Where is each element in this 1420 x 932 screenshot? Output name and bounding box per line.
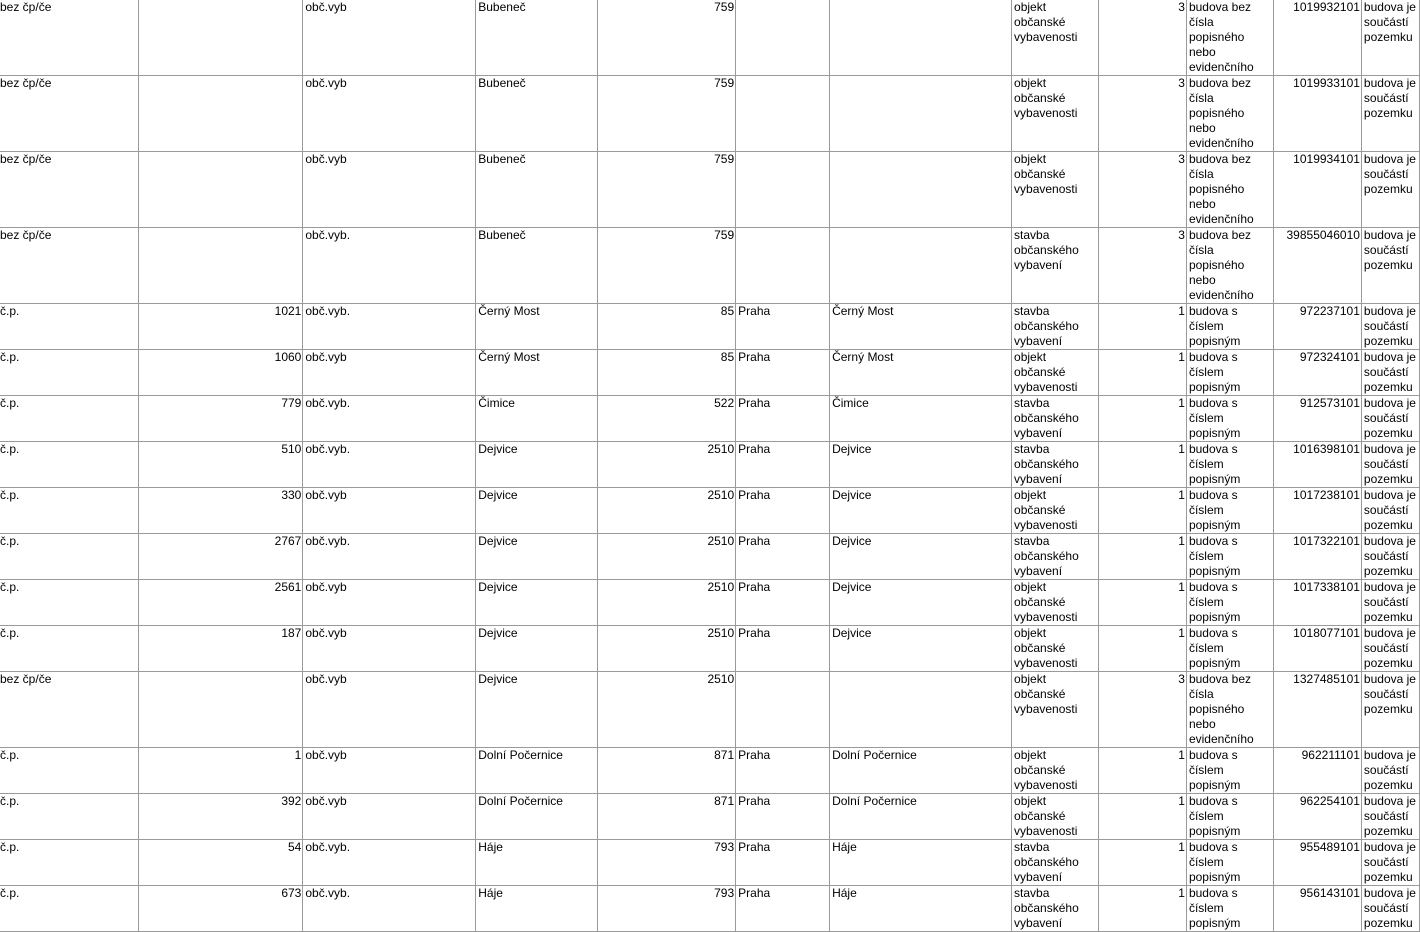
cell-house-number[interactable] bbox=[139, 0, 303, 76]
cell-description[interactable]: budova s číslem popisným bbox=[1186, 396, 1273, 442]
cell-city-part[interactable]: Háje bbox=[830, 886, 1012, 932]
table-row bbox=[0, 396, 1420, 442]
cell-building-kind[interactable]: stavba občanského vybavení bbox=[1012, 886, 1099, 932]
cell-building-type[interactable]: bez čp/če bbox=[0, 0, 139, 76]
table-row bbox=[0, 840, 1420, 886]
cell-building-id[interactable]: 955489101 bbox=[1273, 840, 1361, 886]
cell-building-kind[interactable]: objekt občanské vybavenosti bbox=[1012, 488, 1099, 534]
cell-area-code[interactable]: 2510 bbox=[598, 442, 736, 488]
cell-usage[interactable]: obč.vyb bbox=[303, 748, 476, 794]
cell-category[interactable]: 3 bbox=[1099, 152, 1187, 228]
cell-category[interactable]: 1 bbox=[1099, 534, 1187, 580]
cell-city-part[interactable]: Dejvice bbox=[830, 488, 1012, 534]
cell-building-kind[interactable]: stavba občanského vybavení bbox=[1012, 228, 1099, 304]
table-row bbox=[0, 76, 1420, 152]
cell-cadastral-area[interactable]: Čimice bbox=[476, 396, 598, 442]
cell-note[interactable]: budova je součástí pozemku bbox=[1361, 488, 1419, 534]
cell-building-kind[interactable]: objekt občanské vybavenosti bbox=[1012, 794, 1099, 840]
cell-area-code[interactable]: 2510 bbox=[598, 534, 736, 580]
cell-note[interactable]: budova je součástí pozemku bbox=[1361, 442, 1419, 488]
cell-city[interactable] bbox=[736, 228, 830, 304]
cell-building-type[interactable]: č.p. bbox=[0, 488, 139, 534]
cell-city[interactable]: Praha bbox=[736, 748, 830, 794]
cell-city-part[interactable]: Dolní Počernice bbox=[830, 748, 1012, 794]
cell-city[interactable]: Praha bbox=[736, 442, 830, 488]
cell-building-type[interactable]: č.p. bbox=[0, 534, 139, 580]
cell-cadastral-area[interactable]: Háje bbox=[476, 886, 598, 932]
cell-area-code[interactable]: 759 bbox=[598, 228, 736, 304]
cell-building-id[interactable]: 972237101 bbox=[1273, 304, 1361, 350]
cell-category[interactable]: 1 bbox=[1099, 350, 1187, 396]
cell-category[interactable]: 3 bbox=[1099, 228, 1187, 304]
cell-house-number[interactable] bbox=[139, 672, 303, 748]
cell-usage[interactable]: obč.vyb bbox=[303, 626, 476, 672]
cell-city[interactable]: Praha bbox=[736, 396, 830, 442]
cell-area-code[interactable]: 871 bbox=[598, 794, 736, 840]
table-row bbox=[0, 580, 1420, 626]
cell-building-id[interactable]: 912573101 bbox=[1273, 396, 1361, 442]
cell-category[interactable]: 3 bbox=[1099, 672, 1187, 748]
cell-building-type[interactable]: č.p. bbox=[0, 304, 139, 350]
table-row bbox=[0, 672, 1420, 748]
cell-cadastral-area[interactable]: Dolní Počernice bbox=[476, 748, 598, 794]
cell-house-number[interactable]: 1060 bbox=[139, 350, 303, 396]
table-row bbox=[0, 886, 1420, 932]
cell-area-code[interactable]: 871 bbox=[598, 748, 736, 794]
cell-cadastral-area[interactable]: Černý Most bbox=[476, 350, 598, 396]
cell-category[interactable]: 1 bbox=[1099, 396, 1187, 442]
cell-note[interactable]: budova je součástí pozemku bbox=[1361, 672, 1419, 748]
cell-house-number[interactable] bbox=[139, 228, 303, 304]
cell-note[interactable]: budova je součástí pozemku bbox=[1361, 886, 1419, 932]
cell-area-code[interactable]: 793 bbox=[598, 840, 736, 886]
cell-usage[interactable]: obč.vyb. bbox=[303, 840, 476, 886]
cell-usage[interactable]: obč.vyb. bbox=[303, 396, 476, 442]
cell-building-id[interactable]: 1017338101 bbox=[1273, 580, 1361, 626]
cell-building-kind[interactable]: stavba občanského vybavení bbox=[1012, 840, 1099, 886]
cell-area-code[interactable]: 759 bbox=[598, 76, 736, 152]
table-row bbox=[0, 228, 1420, 304]
cell-city-part[interactable]: Dejvice bbox=[830, 580, 1012, 626]
cell-category[interactable]: 1 bbox=[1099, 488, 1187, 534]
cell-description[interactable]: budova s číslem popisným bbox=[1186, 886, 1273, 932]
cell-building-type[interactable]: č.p. bbox=[0, 794, 139, 840]
cell-city-part[interactable] bbox=[830, 0, 1012, 76]
cell-city-part[interactable]: Dejvice bbox=[830, 626, 1012, 672]
cell-building-kind[interactable]: stavba občanského vybavení bbox=[1012, 396, 1099, 442]
cell-cadastral-area[interactable]: Háje bbox=[476, 840, 598, 886]
cell-building-type[interactable]: bez čp/če bbox=[0, 672, 139, 748]
cell-house-number[interactable] bbox=[139, 76, 303, 152]
cell-building-kind[interactable]: objekt občanské vybavenosti bbox=[1012, 580, 1099, 626]
cell-house-number[interactable]: 1 bbox=[139, 748, 303, 794]
cell-city[interactable] bbox=[736, 76, 830, 152]
cell-building-id[interactable]: 972324101 bbox=[1273, 350, 1361, 396]
cell-note[interactable]: budova je součástí pozemku bbox=[1361, 748, 1419, 794]
cell-usage[interactable]: obč.vyb bbox=[303, 794, 476, 840]
cell-cadastral-area[interactable]: Dejvice bbox=[476, 672, 598, 748]
cell-building-type[interactable]: č.p. bbox=[0, 626, 139, 672]
cell-description[interactable]: budova s číslem popisným bbox=[1186, 626, 1273, 672]
cell-cadastral-area[interactable]: Dejvice bbox=[476, 534, 598, 580]
cell-cadastral-area[interactable]: Bubeneč bbox=[476, 228, 598, 304]
cell-city[interactable] bbox=[736, 152, 830, 228]
cell-building-type[interactable]: č.p. bbox=[0, 886, 139, 932]
cell-area-code[interactable]: 85 bbox=[598, 350, 736, 396]
cell-house-number[interactable]: 392 bbox=[139, 794, 303, 840]
cell-area-code[interactable]: 85 bbox=[598, 304, 736, 350]
cell-category[interactable]: 1 bbox=[1099, 580, 1187, 626]
cell-usage[interactable]: obč.vyb bbox=[303, 350, 476, 396]
cell-description[interactable]: budova s číslem popisným bbox=[1186, 488, 1273, 534]
cell-category[interactable]: 1 bbox=[1099, 840, 1187, 886]
cell-usage[interactable]: obč.vyb bbox=[303, 76, 476, 152]
cell-city-part[interactable]: Háje bbox=[830, 840, 1012, 886]
cell-usage[interactable]: obč.vyb. bbox=[303, 442, 476, 488]
cell-category[interactable]: 1 bbox=[1099, 748, 1187, 794]
table-row bbox=[0, 442, 1420, 488]
cell-description[interactable]: budova bez čísla popisného nebo evidenčního bbox=[1186, 672, 1273, 748]
cell-house-number[interactable]: 187 bbox=[139, 626, 303, 672]
cell-description[interactable]: budova bez čísla popisného nebo evidenčního bbox=[1186, 76, 1273, 152]
cell-cadastral-area[interactable]: Dejvice bbox=[476, 442, 598, 488]
table-row bbox=[0, 152, 1420, 228]
cell-usage[interactable]: obč.vyb bbox=[303, 488, 476, 534]
cell-house-number[interactable]: 673 bbox=[139, 886, 303, 932]
cell-building-kind[interactable]: stavba občanského vybavení bbox=[1012, 442, 1099, 488]
cell-area-code[interactable]: 2510 bbox=[598, 626, 736, 672]
cell-city-part[interactable] bbox=[830, 76, 1012, 152]
cell-city[interactable]: Praha bbox=[736, 304, 830, 350]
table-row bbox=[0, 304, 1420, 350]
cell-building-id[interactable]: 1016398101 bbox=[1273, 442, 1361, 488]
cell-city[interactable]: Praha bbox=[736, 350, 830, 396]
cell-city-part[interactable]: Čimice bbox=[830, 396, 1012, 442]
cell-building-id[interactable]: 1019932101 bbox=[1273, 0, 1361, 76]
cell-house-number[interactable]: 1021 bbox=[139, 304, 303, 350]
cell-note[interactable]: budova je součástí pozemku bbox=[1361, 228, 1419, 304]
cell-category[interactable]: 1 bbox=[1099, 886, 1187, 932]
cell-building-id[interactable]: 1019933101 bbox=[1273, 76, 1361, 152]
cell-city-part[interactable]: Dejvice bbox=[830, 534, 1012, 580]
cell-building-kind[interactable]: objekt občanské vybavenosti bbox=[1012, 626, 1099, 672]
table-row bbox=[0, 626, 1420, 672]
cell-usage[interactable]: obč.vyb. bbox=[303, 534, 476, 580]
cell-note[interactable]: budova je součástí pozemku bbox=[1361, 304, 1419, 350]
cell-city-part[interactable] bbox=[830, 228, 1012, 304]
cell-note[interactable]: budova je součástí pozemku bbox=[1361, 580, 1419, 626]
table-row bbox=[0, 350, 1420, 396]
cell-city[interactable] bbox=[736, 672, 830, 748]
cell-city[interactable] bbox=[736, 0, 830, 76]
cell-cadastral-area[interactable]: Dejvice bbox=[476, 580, 598, 626]
cell-house-number[interactable]: 54 bbox=[139, 840, 303, 886]
cell-building-type[interactable]: bez čp/če bbox=[0, 76, 139, 152]
cell-city[interactable]: Praha bbox=[736, 534, 830, 580]
cell-area-code[interactable]: 522 bbox=[598, 396, 736, 442]
cell-building-type[interactable]: bez čp/če bbox=[0, 152, 139, 228]
table-row bbox=[0, 0, 1420, 76]
cell-city-part[interactable] bbox=[830, 152, 1012, 228]
cell-building-id[interactable]: 1017238101 bbox=[1273, 488, 1361, 534]
cell-city[interactable]: Praha bbox=[736, 580, 830, 626]
cell-building-type[interactable]: č.p. bbox=[0, 748, 139, 794]
cell-city-part[interactable]: Černý Most bbox=[830, 304, 1012, 350]
cell-building-type[interactable]: bez čp/če bbox=[0, 228, 139, 304]
cell-usage[interactable]: obč.vyb bbox=[303, 152, 476, 228]
cell-building-kind[interactable]: objekt občanské vybavenosti bbox=[1012, 748, 1099, 794]
cell-area-code[interactable]: 2510 bbox=[598, 580, 736, 626]
cell-building-kind[interactable]: objekt občanské vybavenosti bbox=[1012, 672, 1099, 748]
table-row bbox=[0, 748, 1420, 794]
cell-description[interactable]: budova bez čísla popisného nebo evidenčního bbox=[1186, 228, 1273, 304]
cell-description[interactable]: budova bez čísla popisného nebo evidenčního bbox=[1186, 0, 1273, 76]
cell-city[interactable]: Praha bbox=[736, 840, 830, 886]
cell-description[interactable]: budova s číslem popisným bbox=[1186, 794, 1273, 840]
cell-area-code[interactable]: 759 bbox=[598, 0, 736, 76]
cell-building-id[interactable]: 39855046010 bbox=[1273, 228, 1361, 304]
cell-description[interactable]: budova s číslem popisným bbox=[1186, 840, 1273, 886]
cell-house-number[interactable]: 330 bbox=[139, 488, 303, 534]
cell-city[interactable]: Praha bbox=[736, 886, 830, 932]
cell-building-type[interactable]: č.p. bbox=[0, 442, 139, 488]
cell-note[interactable]: budova je součástí pozemku bbox=[1361, 626, 1419, 672]
cell-house-number[interactable] bbox=[139, 152, 303, 228]
cell-area-code[interactable]: 2510 bbox=[598, 488, 736, 534]
cell-cadastral-area[interactable]: Bubeneč bbox=[476, 0, 598, 76]
cell-city[interactable]: Praha bbox=[736, 488, 830, 534]
cell-building-id[interactable]: 962211101 bbox=[1273, 748, 1361, 794]
cell-category[interactable]: 1 bbox=[1099, 442, 1187, 488]
cell-category[interactable]: 3 bbox=[1099, 0, 1187, 76]
cell-building-type[interactable]: č.p. bbox=[0, 580, 139, 626]
cell-note[interactable]: budova je součástí pozemku bbox=[1361, 840, 1419, 886]
cell-note[interactable]: budova je součástí pozemku bbox=[1361, 76, 1419, 152]
cell-description[interactable]: budova s číslem popisným bbox=[1186, 580, 1273, 626]
cell-area-code[interactable]: 793 bbox=[598, 886, 736, 932]
table-row bbox=[0, 534, 1420, 580]
cell-building-id[interactable]: 1017322101 bbox=[1273, 534, 1361, 580]
cell-building-id[interactable]: 1019934101 bbox=[1273, 152, 1361, 228]
cell-cadastral-area[interactable]: Bubeneč bbox=[476, 152, 598, 228]
cell-category[interactable]: 1 bbox=[1099, 794, 1187, 840]
cell-city-part[interactable] bbox=[830, 672, 1012, 748]
cell-building-id[interactable]: 956143101 bbox=[1273, 886, 1361, 932]
cell-usage[interactable]: obč.vyb. bbox=[303, 228, 476, 304]
cell-description[interactable]: budova bez čísla popisného nebo evidenčního bbox=[1186, 152, 1273, 228]
cell-usage[interactable]: obč.vyb. bbox=[303, 304, 476, 350]
cell-note[interactable]: budova je součástí pozemku bbox=[1361, 396, 1419, 442]
cell-building-type[interactable]: č.p. bbox=[0, 396, 139, 442]
cell-note[interactable]: budova je součástí pozemku bbox=[1361, 534, 1419, 580]
cell-house-number[interactable]: 779 bbox=[139, 396, 303, 442]
cell-cadastral-area[interactable]: Bubeneč bbox=[476, 76, 598, 152]
cell-house-number[interactable]: 2767 bbox=[139, 534, 303, 580]
cell-city[interactable]: Praha bbox=[736, 794, 830, 840]
cell-building-id[interactable]: 962254101 bbox=[1273, 794, 1361, 840]
cell-house-number[interactable]: 510 bbox=[139, 442, 303, 488]
cell-house-number[interactable]: 2561 bbox=[139, 580, 303, 626]
cell-note[interactable]: budova je součástí pozemku bbox=[1361, 794, 1419, 840]
cell-note[interactable]: budova je součástí pozemku bbox=[1361, 0, 1419, 76]
cell-city-part[interactable]: Dejvice bbox=[830, 442, 1012, 488]
cell-description[interactable]: budova s číslem popisným bbox=[1186, 534, 1273, 580]
cell-usage[interactable]: obč.vyb bbox=[303, 672, 476, 748]
cell-area-code[interactable]: 759 bbox=[598, 152, 736, 228]
cell-usage[interactable]: obč.vyb bbox=[303, 0, 476, 76]
cell-cadastral-area[interactable]: Dejvice bbox=[476, 626, 598, 672]
cell-building-id[interactable]: 1018077101 bbox=[1273, 626, 1361, 672]
cell-cadastral-area[interactable]: Dolní Počernice bbox=[476, 794, 598, 840]
table-row bbox=[0, 488, 1420, 534]
cell-cadastral-area[interactable]: Dejvice bbox=[476, 488, 598, 534]
table-row bbox=[0, 794, 1420, 840]
cell-building-kind[interactable]: objekt občanské vybavenosti bbox=[1012, 152, 1099, 228]
cell-usage[interactable]: obč.vyb bbox=[303, 580, 476, 626]
cell-city-part[interactable]: Dolní Počernice bbox=[830, 794, 1012, 840]
cell-usage[interactable]: obč.vyb. bbox=[303, 886, 476, 932]
cell-note[interactable]: budova je součástí pozemku bbox=[1361, 152, 1419, 228]
cell-building-kind[interactable]: objekt občanské vybavenosti bbox=[1012, 76, 1099, 152]
cell-description[interactable]: budova s číslem popisným bbox=[1186, 442, 1273, 488]
cell-building-kind[interactable]: stavba občanského vybavení bbox=[1012, 304, 1099, 350]
cell-building-id[interactable]: 1327485101 bbox=[1273, 672, 1361, 748]
cell-building-kind[interactable]: stavba občanského vybavení bbox=[1012, 534, 1099, 580]
cell-category[interactable]: 1 bbox=[1099, 626, 1187, 672]
cell-area-code[interactable]: 2510 bbox=[598, 672, 736, 748]
cell-description[interactable]: budova s číslem popisným bbox=[1186, 350, 1273, 396]
cell-building-kind[interactable]: objekt občanské vybavenosti bbox=[1012, 350, 1099, 396]
cell-building-type[interactable]: č.p. bbox=[0, 840, 139, 886]
cell-description[interactable]: budova s číslem popisným bbox=[1186, 748, 1273, 794]
cell-building-type[interactable]: č.p. bbox=[0, 350, 139, 396]
cell-note[interactable]: budova je součástí pozemku bbox=[1361, 350, 1419, 396]
cell-category[interactable]: 3 bbox=[1099, 76, 1187, 152]
cell-cadastral-area[interactable]: Černý Most bbox=[476, 304, 598, 350]
cell-city-part[interactable]: Černý Most bbox=[830, 350, 1012, 396]
cell-city[interactable]: Praha bbox=[736, 626, 830, 672]
cell-description[interactable]: budova s číslem popisným bbox=[1186, 304, 1273, 350]
cell-building-kind[interactable]: objekt občanské vybavenosti bbox=[1012, 0, 1099, 76]
cell-category[interactable]: 1 bbox=[1099, 304, 1187, 350]
